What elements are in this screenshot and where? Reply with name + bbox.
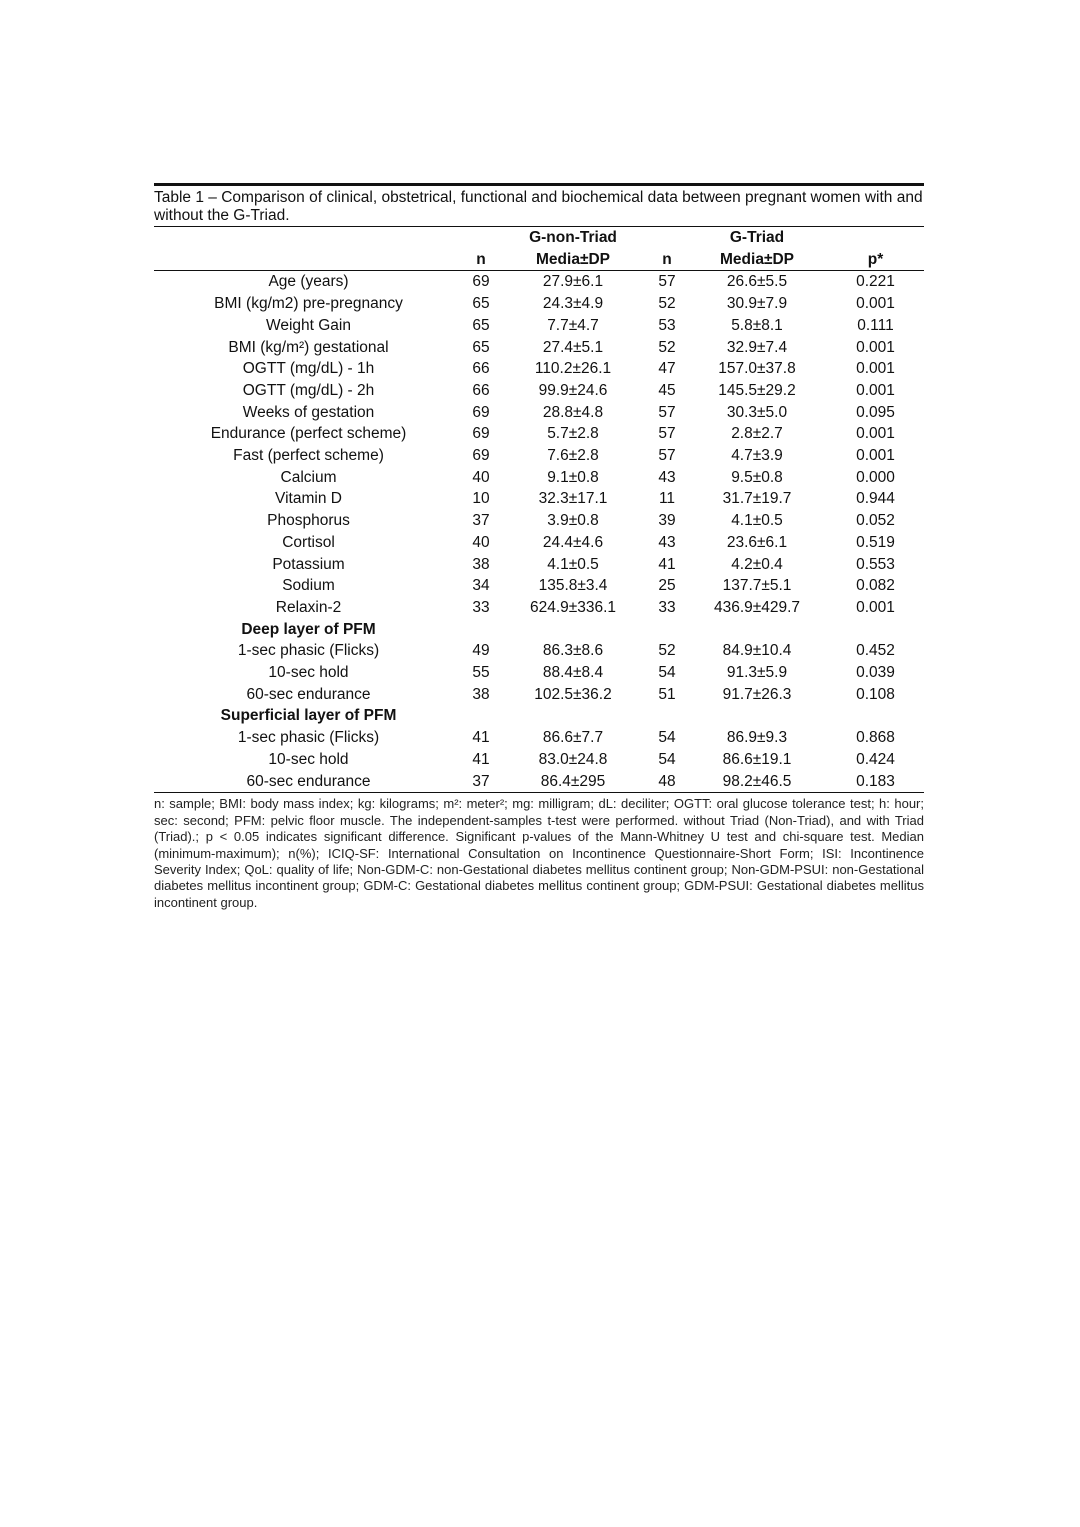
table-row	[154, 293, 924, 315]
row-label: Endurance (perfect scheme)	[210, 425, 407, 443]
row-label: 10-sec hold	[268, 664, 349, 682]
cell-n-triad: 53	[658, 316, 676, 334]
cell-n-triad: 54	[658, 750, 676, 768]
cell-mean-non-triad: 83.0±24.8	[538, 750, 608, 768]
empty-cell	[827, 619, 924, 641]
table-row	[154, 662, 924, 684]
row-label: BMI (kg/m²) gestational	[228, 338, 389, 356]
cell-n-triad: 43	[658, 533, 676, 551]
cell-mean-triad: 5.8±8.1	[731, 316, 783, 334]
cell-p-value: 0.868	[856, 729, 895, 747]
cell-n-non-triad: 10	[472, 490, 490, 508]
header-blank	[154, 227, 463, 249]
cell-n-non-triad: 69	[472, 447, 490, 465]
cell-n-non-triad: 37	[472, 512, 490, 530]
cell-n-non-triad: 40	[472, 468, 490, 486]
cell-mean-triad: 31.7±19.7	[722, 490, 792, 508]
header-blank	[463, 227, 499, 249]
cell-mean-non-triad: 102.5±36.2	[534, 685, 612, 703]
cell-mean-non-triad: 86.6±7.7	[542, 729, 604, 747]
cell-n-triad: 47	[658, 360, 676, 378]
cell-n-triad: 57	[658, 447, 676, 465]
cell-n-non-triad: 66	[472, 381, 490, 399]
table-row	[154, 488, 924, 510]
cell-n-non-triad: 40	[472, 533, 490, 551]
empty-cell	[647, 619, 687, 641]
table-document	[154, 183, 924, 911]
cell-p-value: 0.001	[856, 381, 895, 399]
cell-mean-triad: 157.0±37.8	[718, 360, 796, 378]
row-label: 10-sec hold	[268, 750, 349, 768]
empty-cell	[687, 619, 827, 641]
cell-n-non-triad: 65	[472, 338, 490, 356]
cell-n-triad: 39	[658, 512, 676, 530]
cell-n-triad: 57	[658, 425, 676, 443]
cell-mean-non-triad: 24.4±4.6	[542, 533, 604, 551]
cell-p-value: 0.108	[856, 685, 895, 703]
empty-cell	[687, 705, 827, 727]
column-header-mean2: Media±DP	[687, 249, 827, 271]
cell-n-non-triad: 69	[472, 425, 490, 443]
row-label: OGTT (mg/dL) - 1h	[242, 360, 375, 378]
table-row	[154, 358, 924, 380]
cell-n-non-triad: 49	[472, 642, 490, 660]
table-row	[154, 575, 924, 597]
cell-n-non-triad: 37	[463, 771, 499, 793]
cell-mean-non-triad: 88.4±8.4	[542, 664, 604, 682]
table-row	[154, 510, 924, 532]
row-label: 1-sec phasic (Flicks)	[237, 729, 380, 747]
cell-mean-triad: 84.9±10.4	[722, 642, 792, 660]
cell-mean-non-triad: 28.8±4.8	[542, 403, 604, 421]
cell-mean-triad: 9.5±0.8	[731, 468, 783, 486]
section-label: Deep layer of PFM	[241, 620, 376, 638]
table-row	[154, 684, 924, 706]
cell-mean-non-triad: 4.1±0.5	[547, 555, 599, 573]
cell-mean-non-triad: 86.3±8.6	[542, 642, 604, 660]
row-label: Vitamin D	[275, 490, 342, 508]
cell-p-value: 0.095	[856, 403, 895, 421]
table-row	[154, 337, 924, 359]
empty-cell	[647, 705, 687, 727]
cell-n-triad: 52	[658, 642, 676, 660]
cell-n-triad: 11	[658, 490, 676, 508]
cell-mean-triad: 30.9±7.9	[726, 295, 788, 313]
section-row	[154, 705, 924, 727]
column-header-mean1: Media±DP	[499, 249, 647, 271]
cell-n-triad: 43	[658, 468, 676, 486]
cell-mean-triad: 4.7±3.9	[731, 447, 783, 465]
table-row	[154, 554, 924, 576]
cell-mean-non-triad: 7.6±2.8	[547, 447, 599, 465]
cell-mean-non-triad: 32.3±17.1	[538, 490, 608, 508]
cell-n-triad: 54	[658, 664, 676, 682]
cell-mean-non-triad: 9.1±0.8	[547, 468, 599, 486]
cell-p-value: 0.000	[856, 468, 895, 486]
row-label: Age (years)	[268, 273, 349, 291]
cell-n-triad: 54	[658, 729, 676, 747]
cell-mean-triad: 98.2±46.5	[687, 771, 827, 793]
cell-n-non-triad: 65	[472, 295, 490, 313]
row-label: Sodium	[282, 577, 335, 595]
empty-cell	[827, 705, 924, 727]
cell-mean-triad: 32.9±7.4	[726, 338, 788, 356]
cell-p-value: 0.052	[856, 512, 895, 530]
column-header-p: p*	[827, 249, 924, 271]
cell-n-non-triad: 69	[472, 403, 490, 421]
table-row	[154, 467, 924, 489]
cell-mean-triad: 91.3±5.9	[726, 664, 788, 682]
cell-n-triad: 52	[658, 295, 676, 313]
cell-mean-triad: 26.6±5.5	[726, 273, 788, 291]
cell-n-non-triad: 66	[472, 360, 490, 378]
row-label: Fast (perfect scheme)	[233, 447, 384, 465]
table-row	[154, 423, 924, 445]
section-label: Superficial layer of PFM	[220, 707, 397, 725]
row-label: BMI (kg/m2) pre-pregnancy	[214, 295, 403, 313]
cell-p-value: 0.001	[856, 338, 895, 356]
table-row	[154, 640, 924, 662]
table-footnote: n: sample; BMI: body mass index; kg: kilograms; m²: meter²; mg: milligram; dL: deciliter; OGTT: oral glucose tolerance test; h: hour; sec: second; PFM: pelvic floor muscle. The independent-samples t-test were performed. without Triad (Non-Triad), and with Triad (Triad).; p < 0.05 indicates significant difference. Significant p-values of the Mann-Whitney U test and chi-square test. Median (minimum-maximum); n(%); ICIQ-SF: International Consultation on Incontinence Questionnaire-Short Form; ISI: Incontinence Severity Index; QoL: quality of life; Non-GDM-C: non-Gestational diabetes mellitus continent group; Non-GDM-PSUI: non-Gestational diabetes mellitus incontinent group; GDM-C: Gestational diabetes mellitus continent group; GDM-PSUI: Gestational diabetes mellitus incontinent group.	[154, 796, 924, 910]
table-row	[154, 315, 924, 337]
cell-mean-triad: 4.1±0.5	[731, 512, 783, 530]
cell-n-non-triad: 69	[472, 273, 490, 291]
cell-p-value: 0.001	[856, 425, 895, 443]
comparison-table	[154, 227, 924, 793]
empty-cell	[463, 619, 499, 641]
row-label: 60-sec endurance	[154, 771, 463, 793]
empty-cell	[463, 705, 499, 727]
cell-mean-triad: 91.7±26.3	[722, 685, 792, 703]
cell-mean-triad: 137.7±5.1	[722, 577, 792, 595]
cell-mean-non-triad: 624.9±336.1	[529, 598, 617, 616]
group-header-triad: G-Triad	[729, 229, 785, 246]
empty-cell	[499, 705, 647, 727]
row-label: 60-sec endurance	[246, 685, 371, 703]
cell-p-value: 0.111	[857, 316, 894, 334]
cell-mean-triad: 86.9±9.3	[726, 729, 788, 747]
group-header-row	[154, 227, 924, 249]
row-label: Weeks of gestation	[242, 403, 375, 421]
column-header-row	[154, 249, 924, 271]
cell-p-value: 0.001	[856, 295, 895, 313]
cell-mean-non-triad: 5.7±2.8	[547, 425, 599, 443]
cell-n-triad: 25	[658, 577, 676, 595]
cell-p-value: 0.001	[856, 598, 895, 616]
cell-n-non-triad: 41	[472, 750, 490, 768]
table-caption: Table 1 – Comparison of clinical, obstetrical, functional and biochemical data between pregnant women with and without the G-Triad.	[154, 189, 924, 227]
cell-p-value: 0.944	[856, 490, 895, 508]
cell-n-triad: 52	[658, 338, 676, 356]
column-header-n1: n	[463, 249, 499, 271]
table-row	[154, 445, 924, 467]
cell-p-value: 0.519	[856, 533, 895, 551]
cell-n-non-triad: 38	[472, 685, 490, 703]
row-label: Potassium	[272, 555, 345, 573]
cell-p-value: 0.424	[856, 750, 895, 768]
cell-n-triad: 51	[658, 685, 676, 703]
cell-mean-non-triad: 99.9±24.6	[538, 381, 608, 399]
header-blank	[827, 227, 924, 249]
cell-mean-triad: 4.2±0.4	[731, 555, 783, 573]
empty-cell	[499, 619, 647, 641]
row-label: Cortisol	[282, 533, 335, 551]
cell-mean-triad: 86.6±19.1	[722, 750, 792, 768]
cell-mean-triad: 436.9±429.7	[713, 598, 801, 616]
row-label: Phosphorus	[267, 512, 350, 530]
cell-p-value: 0.001	[856, 447, 895, 465]
cell-mean-triad: 145.5±29.2	[718, 381, 796, 399]
cell-p-value: 0.553	[856, 555, 895, 573]
table-top-rule	[154, 183, 924, 186]
cell-mean-triad: 23.6±6.1	[726, 533, 788, 551]
cell-n-non-triad: 65	[472, 316, 490, 334]
table-row	[154, 532, 924, 554]
table-row	[154, 402, 924, 424]
cell-mean-non-triad: 135.8±3.4	[538, 577, 608, 595]
cell-mean-triad: 30.3±5.0	[726, 403, 788, 421]
cell-n-triad: 33	[658, 598, 676, 616]
cell-n-non-triad: 38	[472, 555, 490, 573]
cell-p-value: 0.039	[856, 664, 895, 682]
column-header-n2: n	[647, 249, 687, 271]
table-row	[154, 727, 924, 749]
cell-n-non-triad: 33	[472, 598, 490, 616]
table-row	[154, 271, 924, 293]
cell-p-value: 0.452	[856, 642, 895, 660]
table-row	[154, 380, 924, 402]
group-header-non-triad: G-non-Triad	[529, 229, 617, 246]
header-blank	[647, 227, 687, 249]
cell-p-value: 0.082	[856, 577, 895, 595]
cell-mean-non-triad: 3.9±0.8	[547, 512, 599, 530]
cell-p-value: 0.183	[827, 771, 924, 793]
cell-p-value: 0.001	[856, 360, 895, 378]
table-body	[154, 271, 924, 793]
cell-n-triad: 57	[658, 273, 676, 291]
cell-p-value: 0.221	[856, 273, 895, 291]
table-row	[154, 749, 924, 771]
row-label: 1-sec phasic (Flicks)	[237, 642, 380, 660]
table-row	[154, 771, 924, 793]
header-blank	[154, 249, 463, 271]
row-label: Weight Gain	[265, 316, 351, 334]
section-row	[154, 619, 924, 641]
cell-mean-non-triad: 27.4±5.1	[542, 338, 604, 356]
cell-n-triad: 45	[658, 381, 676, 399]
cell-n-non-triad: 41	[472, 729, 490, 747]
cell-n-non-triad: 34	[472, 577, 490, 595]
cell-mean-non-triad: 7.7±4.7	[547, 316, 599, 334]
cell-mean-triad: 2.8±2.7	[731, 425, 783, 443]
row-label: OGTT (mg/dL) - 2h	[242, 381, 375, 399]
cell-n-triad: 41	[658, 555, 676, 573]
cell-n-triad: 57	[658, 403, 676, 421]
cell-mean-non-triad: 86.4±295	[499, 771, 647, 793]
cell-mean-non-triad: 24.3±4.9	[542, 295, 604, 313]
row-label: Relaxin-2	[275, 598, 342, 616]
cell-mean-non-triad: 27.9±6.1	[542, 273, 604, 291]
cell-n-triad: 48	[647, 771, 687, 793]
row-label: Calcium	[280, 468, 337, 486]
cell-mean-non-triad: 110.2±26.1	[534, 360, 612, 378]
table-row	[154, 597, 924, 619]
cell-n-non-triad: 55	[472, 664, 490, 682]
